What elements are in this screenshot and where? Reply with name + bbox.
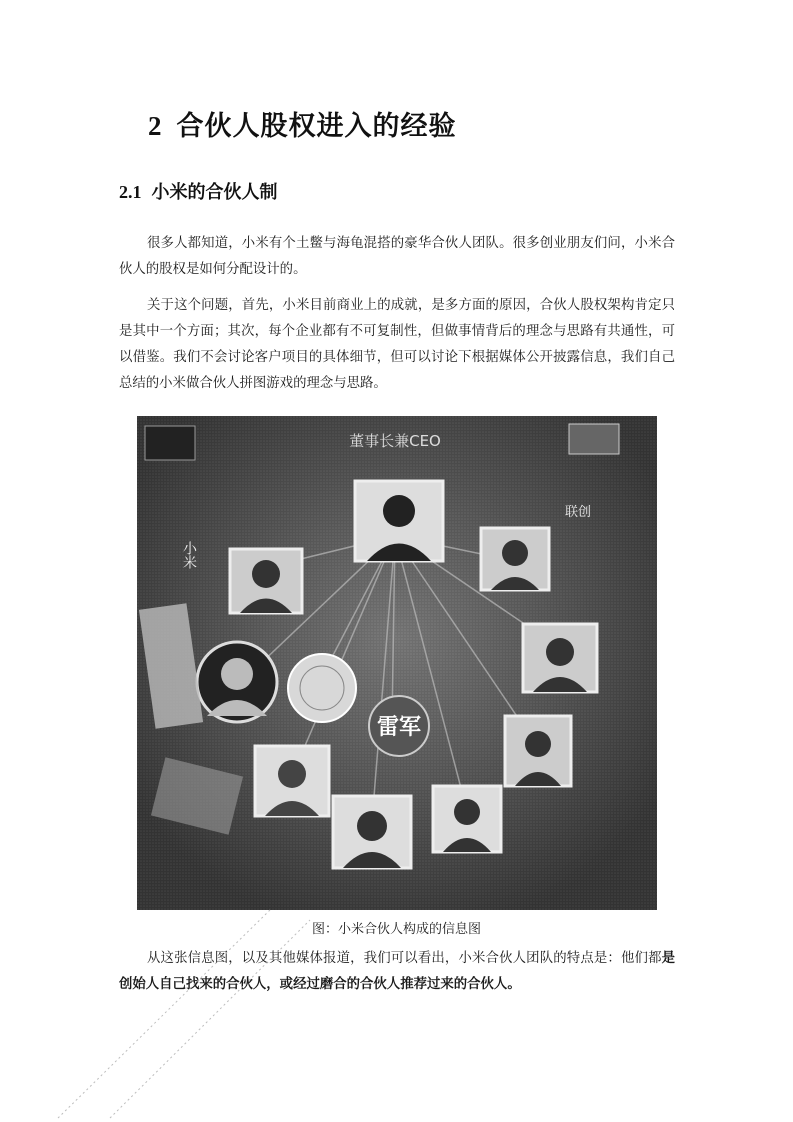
infographic-top-label: 董事长兼CEO: [349, 432, 441, 450]
conclusion-bold-text: 是创始人自己找来的合伙人，或经过磨合的合伙人推荐过来的合伙人。: [119, 951, 675, 992]
corner-logo-right: [569, 424, 619, 454]
conclusion-text: 从这张信息图，以及其他媒体报道，我们可以看出，小米合伙人团队的特点是：他们都: [147, 951, 662, 966]
infographic-side-label-2: 联创: [565, 505, 592, 520]
center-name-badge: [369, 696, 429, 756]
chapter-title: 合伙人股权进入的经验: [176, 111, 457, 142]
infographic-side-label: 小米: [181, 541, 197, 569]
section-number: 2.1: [119, 182, 142, 202]
corner-logo-left: [145, 426, 195, 460]
portrait-right-1: [481, 528, 549, 590]
infographic-illustration: [137, 416, 657, 910]
paragraph-intro: 很多人都知道，小米有个土鳖与海龟混搭的豪华合伙人团队。很多创业朋友们问，小米合伙人的股权是如何分配设计的。: [119, 236, 675, 277]
section-title: 小米的合伙人制: [151, 182, 278, 203]
figure-caption: 图：小米合伙人构成的信息图: [311, 922, 481, 937]
chapter-heading: [148, 104, 457, 143]
chapter-number: 2: [148, 111, 163, 141]
portrait-right-2: [523, 624, 597, 692]
portrait-left-circle: [197, 642, 277, 722]
paragraph-analysis: 关于这个问题，首先，小米目前商业上的成就，是多方面的原因，合伙人股权架构肯定只是其中一个方面；其次，每个企业都有不可复制性，但做事情背后的理念与思路有共通性，可以借鉴。我们不会讨论客户项目的具体细节，但可以讨论下根据媒体公开披露信息，我们自己总结的小米做合伙人拼图游戏的理念与思路。: [119, 298, 675, 391]
badge-circle-light: [288, 654, 356, 722]
paragraph-conclusion: [119, 946, 675, 998]
portrait-left-1: [230, 549, 302, 613]
portrait-right-3: [505, 716, 571, 786]
portrait-center-top: [355, 481, 443, 561]
portrait-bottom-left: [255, 746, 329, 816]
center-name-label: 雷军: [376, 715, 422, 740]
section-heading: [119, 178, 278, 204]
portrait-bottom-right: [433, 786, 501, 852]
portrait-bottom-center: [333, 796, 411, 868]
partner-infographic-image: [137, 416, 657, 910]
